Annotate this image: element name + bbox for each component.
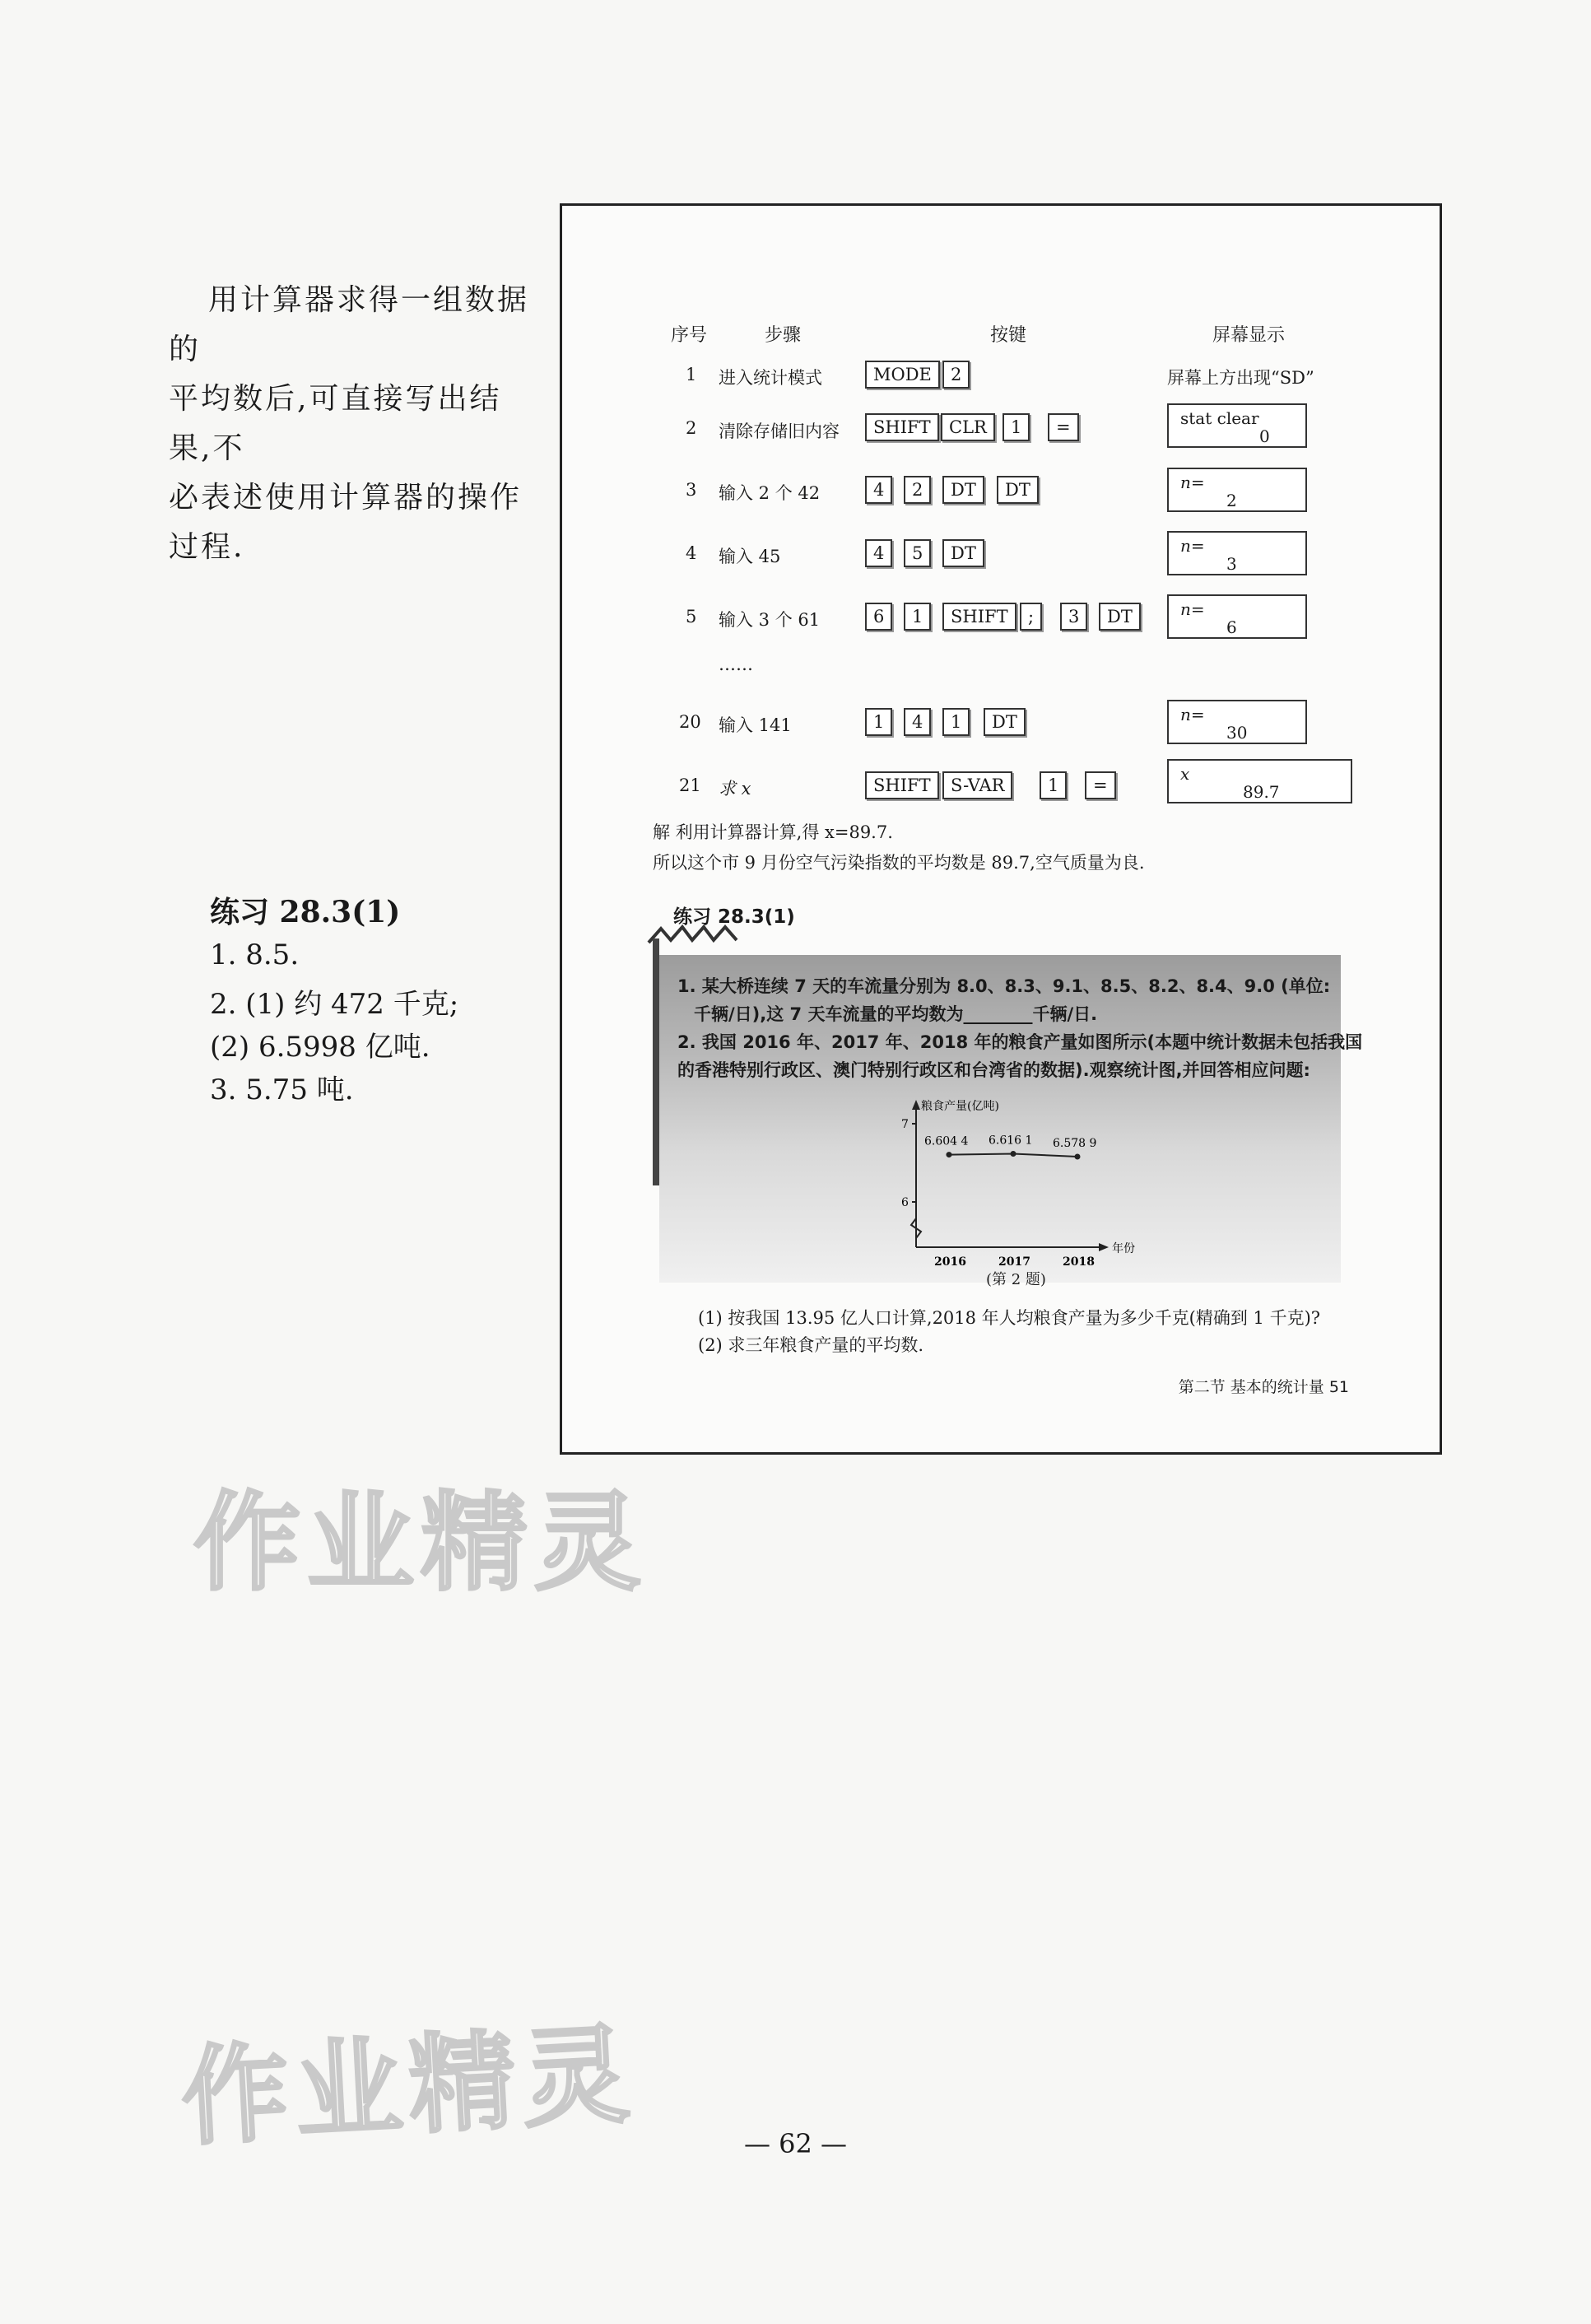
page-number: — 62 —: [743, 2128, 848, 2159]
answers-title: 练习 28.3(1): [210, 895, 401, 929]
question-2: (2) 求三年粮食产量的平均数.: [698, 1335, 924, 1355]
key-3: 3: [1060, 603, 1087, 631]
key-dt: DT: [984, 708, 1026, 736]
row-number: 21: [679, 775, 701, 795]
y-axis-label: 粮食产量(亿吨): [921, 1100, 999, 1113]
exercise-text: 的香港特别行政区、澳门特别行政区和台湾省的数据).观察统计图,并回答相应问题:: [677, 1060, 1310, 1080]
x-tick-label: 2017: [998, 1255, 1030, 1269]
screen-value: 3: [1226, 554, 1237, 574]
solution-line: 解 利用计算器计算,得 x=89.7.: [653, 822, 893, 842]
data-point: [1075, 1154, 1081, 1160]
grain-output-chart: [867, 1078, 1138, 1276]
answer-2b: (2) 6.5998 亿吨.: [210, 1031, 430, 1064]
solution-line: 所以这个市 9 月份空气污染指数的平均数是 89.7,空气质量为良.: [653, 853, 1145, 873]
header-step: 步骤: [765, 325, 802, 346]
exercise-text: 1. 某大桥连续 7 天的车流量分别为 8.0、8.3、9.1、8.5、8.2、8.4、9.0 (单位:: [677, 976, 1331, 996]
calculator-screen: [1167, 594, 1307, 639]
calculator-screen: [1167, 468, 1307, 512]
key-shift: SHIFT: [865, 771, 939, 799]
calculator-screen: [1167, 700, 1307, 744]
row-number: 1: [686, 365, 697, 384]
row-number: 20: [679, 712, 701, 732]
calculator-screen: [1167, 403, 1307, 448]
key-6: 6: [865, 603, 892, 631]
row-step: 输入 141: [719, 715, 792, 735]
key-1: 1: [1003, 413, 1030, 441]
row-number: 2: [686, 418, 697, 438]
answer-3: 3. 5.75 吨.: [210, 1074, 354, 1106]
screen-value: 0: [1259, 426, 1270, 446]
screen-text: 屏幕上方出现“SD”: [1167, 368, 1314, 388]
watermark-text: 作业精灵: [178, 2011, 640, 2161]
question-1: (1) 按我国 13.95 亿人口计算,2018 年人均粮食产量为多少千克(精确到 1 千克)?: [698, 1308, 1321, 1328]
row-step: 求 x: [719, 779, 751, 799]
y-tick-label: 7: [901, 1118, 909, 1131]
row-number: 4: [686, 543, 697, 563]
x-tick-label: 2018: [1063, 1255, 1095, 1269]
key-2: 2: [942, 361, 970, 389]
key-s-var: S-VAR: [942, 771, 1012, 799]
exercise-text: 千辆/日),这 7 天车流量的平均数为________千辆/日.: [694, 1004, 1098, 1024]
row-number: 5: [686, 607, 697, 626]
key-2: 2: [904, 476, 931, 504]
row-step: 清除存储旧内容: [719, 421, 840, 441]
answer-1: 1. 8.5.: [210, 938, 300, 971]
zigzag-decoration: [644, 922, 743, 947]
screen-top-text: n=: [1180, 705, 1205, 724]
key-4: 4: [865, 476, 892, 504]
page-footer: 第二节 基本的统计量 51: [1178, 1378, 1349, 1396]
key-4: 4: [904, 708, 931, 736]
key-1: 1: [1040, 771, 1067, 799]
screen-value: 30: [1226, 723, 1248, 743]
key-1: 1: [942, 708, 970, 736]
screen-top-text: n=: [1180, 599, 1205, 619]
header-screen: 屏幕显示: [1212, 325, 1286, 346]
key-equals: =: [1048, 413, 1079, 441]
key-mode: MODE: [865, 361, 940, 389]
screen-top-text: stat clear: [1180, 408, 1259, 428]
row-ellipsis: ……: [719, 654, 753, 674]
screen-value: 2: [1226, 491, 1237, 510]
x-axis-arrow: [1099, 1243, 1109, 1251]
figure-caption: (第 2 题): [986, 1271, 1046, 1288]
x-axis-label: 年份: [1112, 1242, 1135, 1255]
data-label: 6.616 1: [989, 1134, 1033, 1148]
key-clr: CLR: [941, 413, 995, 441]
key-5: 5: [904, 539, 931, 567]
screen-top-text: x: [1180, 764, 1190, 784]
row-step: 输入 2 个 42: [719, 483, 821, 503]
y-axis-arrow: [912, 1100, 920, 1110]
watermark: [193, 1457, 648, 1611]
exercise-text: 2. 我国 2016 年、2017 年、2018 年的粮食产量如图所示(本题中统计数据未包括我国: [677, 1032, 1363, 1052]
key-shift: SHIFT: [865, 413, 939, 441]
key-equals: =: [1085, 771, 1116, 799]
row-number: 3: [686, 480, 697, 500]
exercise-side-bar: [653, 938, 659, 1185]
calculator-screen: [1167, 531, 1307, 575]
screen-value: 89.7: [1243, 782, 1280, 802]
key-dt: DT: [942, 476, 984, 504]
screen-top-text: n=: [1180, 473, 1205, 492]
x-tick-label: 2016: [934, 1255, 966, 1269]
exercise-title: 练习 28.3(1): [673, 906, 795, 928]
row-step: 进入统计模式: [719, 368, 822, 388]
data-point: [947, 1152, 952, 1157]
watermark-text: 作业精灵: [193, 1480, 649, 1605]
key-shift: SHIFT: [942, 603, 1016, 631]
key-4: 4: [865, 539, 892, 567]
data-label: 6.604 4: [924, 1134, 969, 1148]
data-point: [1011, 1151, 1016, 1157]
note-line: 平均数后,可直接写出结果,不: [169, 382, 502, 465]
screen-top-text: n=: [1180, 536, 1205, 556]
screen-value: 6: [1226, 617, 1237, 637]
key-1: 1: [865, 708, 892, 736]
key-dt: DT: [942, 539, 984, 567]
data-label: 6.578 9: [1053, 1137, 1097, 1151]
key-dt: DT: [997, 476, 1039, 504]
commentary-note: [169, 276, 535, 572]
key-semicolon: ;: [1020, 603, 1042, 631]
header-num: 序号: [671, 325, 708, 346]
key-1: 1: [904, 603, 931, 631]
row-step: 输入 3 个 61: [719, 610, 821, 630]
row-step: 输入 45: [719, 547, 781, 566]
calculator-screen: [1167, 759, 1352, 803]
note-line: 必表述使用计算器的操作过程.: [169, 481, 523, 564]
y-tick-label: 6: [901, 1196, 909, 1209]
answer-2: 2. (1) 约 472 千克;: [210, 988, 459, 1021]
note-line: 用计算器求得一组数据的: [169, 283, 530, 366]
textbook-page: [560, 203, 1442, 1455]
header-keys: 按键: [990, 325, 1027, 346]
key-dt: DT: [1099, 603, 1141, 631]
